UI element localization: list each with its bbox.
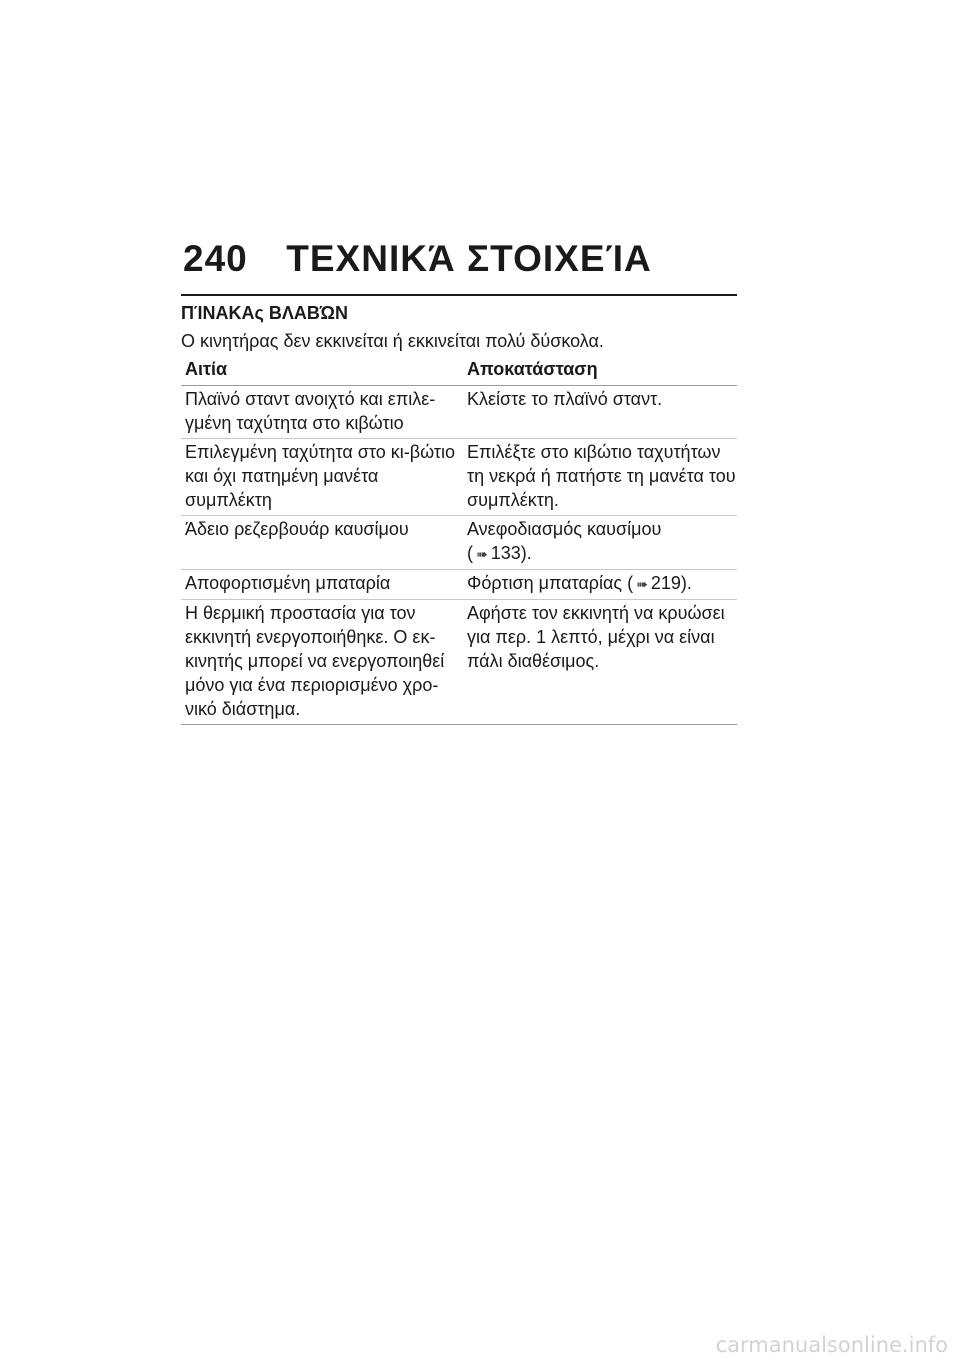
remedy-cell: Ανεφοδιασμός καυσίμου ( ➠ 133). — [463, 516, 737, 570]
section-title: ΠΊΝΑΚΑς ΒΛΑΒΏΝ — [181, 303, 348, 323]
page-reference[interactable]: 219 — [650, 573, 681, 593]
remedy-text: Φόρτιση μπαταρίας — [467, 573, 623, 593]
remedy-cell: Επιλέξτε στο κιβώτιο ταχυτήτων τη νεκρά ή πατήστε τη μανέτα του συμπλέκτη. — [463, 439, 737, 516]
remedy-cell: Κλείστε το πλαϊνό σταντ. — [463, 386, 737, 439]
header-cause: Αιτία — [181, 355, 463, 386]
cause-cell: Επιλεγμένη ταχύτητα στο κι-βώτιο και όχι πατημένη μανέτα συμπλέκτη — [181, 439, 463, 516]
watermark: carmanualsonline.info — [715, 1333, 948, 1357]
section-divider — [181, 294, 737, 296]
fault-table — [181, 355, 737, 725]
arrow-right-icon: ➠ — [636, 576, 648, 592]
page-heading — [183, 238, 652, 280]
cause-cell: Πλαϊνό σταντ ανοιχτό και επιλε-γμένη ταχύτητα στο κιβώτιο — [181, 386, 463, 439]
remedy-cell: Φόρτιση μπαταρίας ( ➠ 219). — [463, 570, 737, 600]
table-row — [181, 516, 737, 570]
page-reference[interactable]: 133 — [490, 543, 521, 563]
troubleshooting-section — [181, 294, 737, 725]
table-row — [181, 386, 737, 439]
page-number: 240 — [183, 238, 248, 279]
remedy-cell: Αφήστε τον εκκινητή να κρυώσει για περ. 1 λεπτό, μέχρι να είναι πάλι διαθέσιμος. — [463, 600, 737, 725]
remedy-text: Ανεφοδιασμός καυσίμου — [467, 519, 662, 539]
table-row — [181, 570, 737, 600]
table-header-row — [181, 355, 737, 386]
table-row — [181, 439, 737, 516]
cause-cell: Άδειο ρεζερβουάρ καυσίμου — [181, 516, 463, 570]
section-intro: Ο κινητήρας δεν εκκινείται ή εκκινείται πολύ δύσκολα. — [181, 331, 604, 351]
header-remedy: Αποκατάσταση — [463, 355, 737, 386]
table-row — [181, 600, 737, 725]
cause-cell: Αποφορτισμένη μπαταρία — [181, 570, 463, 600]
cause-cell: Η θερμική προστασία για τον εκκινητή ενεργοποιήθηκε. Ο εκ-κινητής μπορεί να ενεργοποιηθεί μόνο για ένα περιορισμένο χρο-νικό διάστημα. — [181, 600, 463, 725]
chapter-title: ΤΕΧΝΙΚΆ ΣΤΟΙΧΕΊΑ — [286, 238, 652, 279]
arrow-right-icon: ➠ — [476, 546, 488, 562]
